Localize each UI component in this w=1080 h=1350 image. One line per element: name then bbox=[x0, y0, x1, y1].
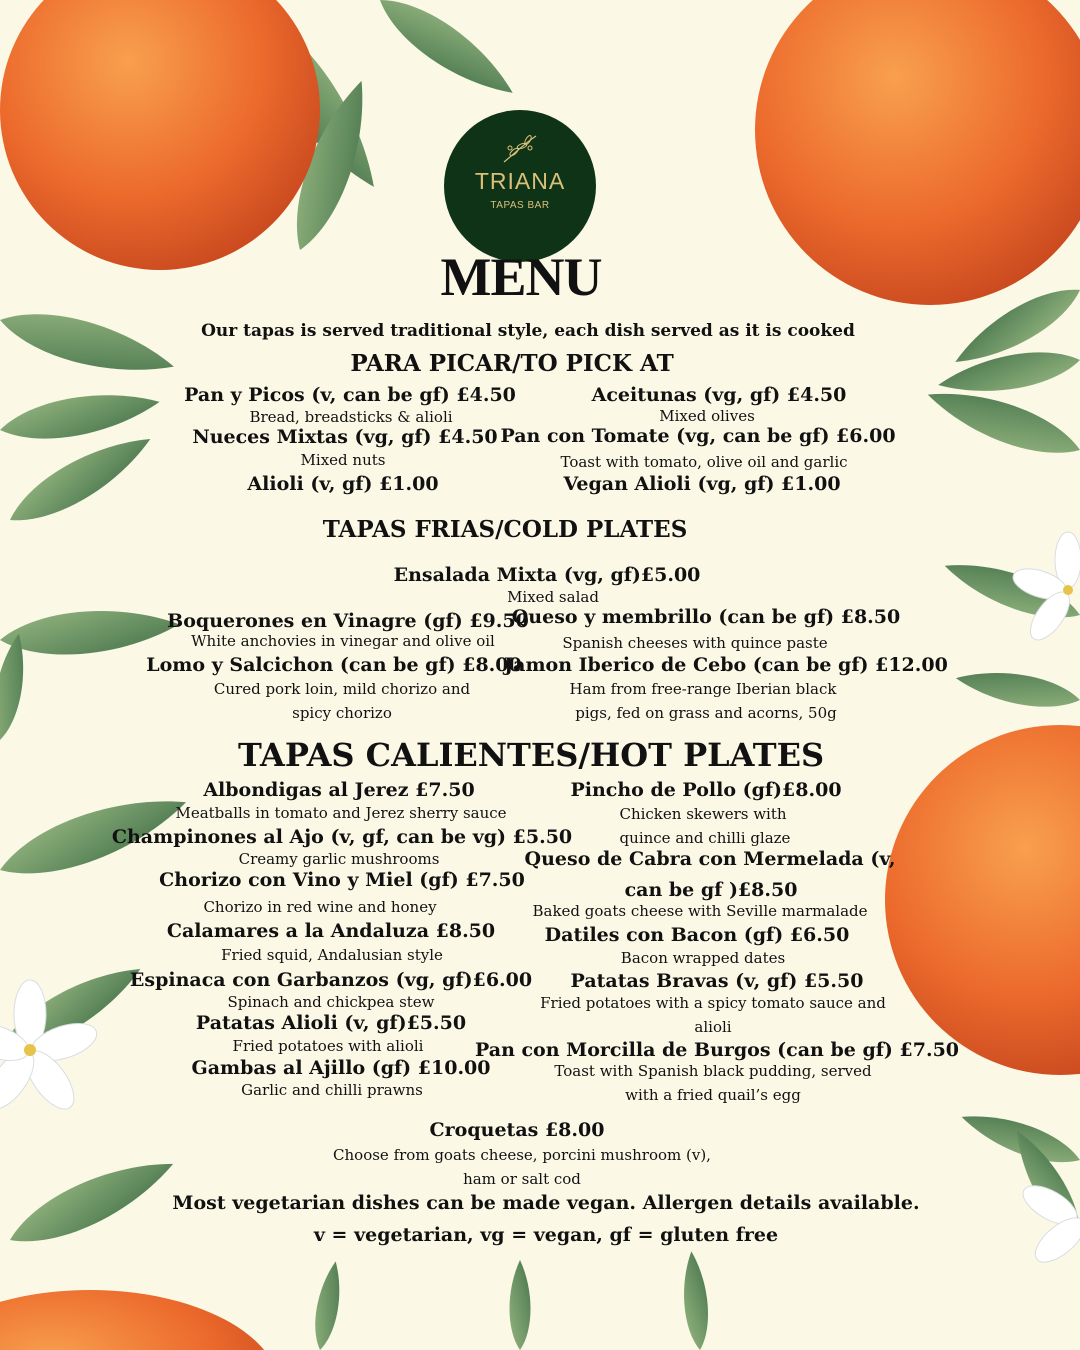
menu-item-name: Lomo y Salcichon (can be gf) £8.00 bbox=[146, 654, 522, 676]
menu-item-desc: Chorizo in red wine and honey bbox=[203, 898, 437, 916]
menu-item-desc: pigs, fed on grass and acorns, 50g bbox=[575, 704, 837, 722]
section-heading-picar: PARA PICAR/TO PICK AT bbox=[350, 350, 674, 377]
menu-item-desc: Toast with Spanish black pudding, served bbox=[554, 1062, 872, 1080]
menu-item-name: Vegan Alioli (vg, gf) £1.00 bbox=[563, 473, 841, 495]
menu-item-desc: quince and chilli glaze bbox=[619, 829, 791, 847]
menu-item-desc: Choose from goats cheese, porcini mushroom (v), bbox=[333, 1146, 711, 1164]
menu-item-name: Jamon Iberico de Cebo (can be gf) £12.00 bbox=[504, 654, 948, 676]
menu-item-name: Aceitunas (vg, gf) £4.50 bbox=[591, 384, 847, 406]
menu-item-name: Pan y Picos (v, can be gf) £4.50 bbox=[184, 384, 516, 406]
menu-item-name: Pan con Tomate (vg, can be gf) £6.00 bbox=[500, 425, 896, 447]
menu-item-desc: alioli bbox=[694, 1018, 732, 1036]
menu-item-name: Queso y membrillo (can be gf) £8.50 bbox=[511, 606, 901, 628]
allergen-note: Most vegetarian dishes can be made vegan. Allergen details available. bbox=[172, 1192, 920, 1214]
section-heading-calientes: TAPAS CALIENTES/HOT PLATES bbox=[237, 736, 825, 774]
menu-item-name: Gambas al Ajillo (gf) £10.00 bbox=[191, 1057, 491, 1079]
menu-item-name: Alioli (v, gf) £1.00 bbox=[247, 473, 439, 495]
intro-text: Our tapas is served traditional style, each dish served as it is cooked bbox=[201, 321, 855, 341]
logo-name: TRIANA bbox=[474, 168, 566, 194]
menu-item-name: can be gf )£8.50 bbox=[624, 879, 798, 901]
section-heading-frias: TAPAS FRIAS/COLD PLATES bbox=[322, 516, 688, 543]
menu-item-name: Nueces Mixtas (vg, gf) £4.50 bbox=[192, 426, 498, 448]
menu-item-name: Patatas Alioli (v, gf)£5.50 bbox=[195, 1012, 467, 1034]
menu-item-desc: Fried potatoes with alioli bbox=[232, 1037, 424, 1055]
menu-item-name: Croquetas £8.00 bbox=[429, 1119, 605, 1141]
menu-item-desc: Mixed salad bbox=[507, 588, 599, 606]
menu-item-desc: Meatballs in tomato and Jerez sherry sauce bbox=[175, 804, 507, 822]
menu-item-name: Queso de Cabra con Mermelada (v, bbox=[524, 848, 896, 870]
triana-logo bbox=[444, 110, 596, 262]
menu-item-desc: with a fried quail’s egg bbox=[625, 1086, 801, 1104]
menu-item-name: Chorizo con Vino y Miel (gf) £7.50 bbox=[159, 869, 525, 891]
menu-item-desc: Baked goats cheese with Seville marmalade bbox=[532, 902, 868, 920]
menu-item-desc: Ham from free-range Iberian black bbox=[569, 680, 837, 698]
menu-item-desc: Fried potatoes with a spicy tomato sauce and bbox=[540, 994, 886, 1012]
menu-item-desc: Creamy garlic mushrooms bbox=[238, 850, 440, 868]
logo-subtitle: TAPAS BAR bbox=[490, 200, 550, 211]
menu-item-desc: Fried squid, Andalusian style bbox=[221, 946, 443, 964]
menu-item-name: Patatas Bravas (v, gf) £5.50 bbox=[570, 970, 864, 992]
menu-item-desc: Spinach and chickpea stew bbox=[227, 993, 435, 1011]
menu-item-name: Calamares a la Andaluza £8.50 bbox=[166, 920, 496, 942]
menu-item-desc: ham or salt cod bbox=[463, 1170, 581, 1188]
menu-item-name: Boquerones en Vinagre (gf) £9.50 bbox=[167, 610, 529, 632]
menu-item-desc: Spanish cheeses with quince paste bbox=[562, 634, 828, 652]
menu-item-name: Datiles con Bacon (gf) £6.50 bbox=[544, 924, 850, 946]
olive-sprig-icon bbox=[500, 132, 540, 166]
menu-item-desc: Toast with tomato, olive oil and garlic bbox=[560, 453, 848, 471]
menu-item-desc: Cured pork loin, mild chorizo and bbox=[213, 680, 471, 698]
menu-item-desc: Bacon wrapped dates bbox=[620, 949, 786, 967]
menu-item-desc: White anchovies in vinegar and olive oil bbox=[191, 632, 495, 650]
menu-item-desc: spicy chorizo bbox=[292, 704, 392, 722]
dietary-key: v = vegetarian, vg = vegan, gf = gluten free bbox=[313, 1224, 779, 1246]
menu-item-name: Albondigas al Jerez £7.50 bbox=[203, 779, 475, 801]
menu-item-desc: Garlic and chilli prawns bbox=[241, 1081, 423, 1099]
menu-item-desc: Chicken skewers with bbox=[619, 805, 787, 823]
menu-item-name: Pincho de Pollo (gf)£8.00 bbox=[570, 779, 842, 801]
menu-item-name: Pan con Morcilla de Burgos (can be gf) £7.50 bbox=[474, 1039, 960, 1061]
menu-item-name: Ensalada Mixta (vg, gf)£5.00 bbox=[393, 564, 701, 586]
menu-item-name: Champinones al Ajo (v, gf, can be vg) £5.50 bbox=[111, 826, 573, 848]
menu-item-desc: Mixed olives bbox=[659, 407, 755, 425]
menu-item-desc: Bread, breadsticks & alioli bbox=[249, 408, 453, 426]
menu-item-name: Espinaca con Garbanzos (vg, gf)£6.00 bbox=[129, 969, 533, 991]
page-title: MENU bbox=[440, 247, 602, 307]
menu-item-desc: Mixed nuts bbox=[300, 451, 386, 469]
